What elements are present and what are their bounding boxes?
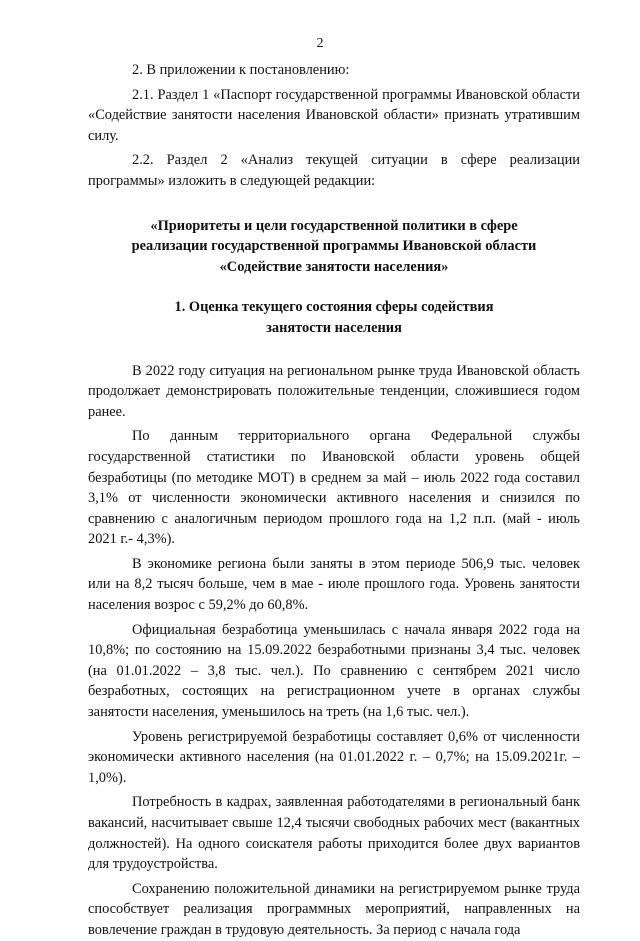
body-paragraph-4: Официальная безработица уменьшилась с начала января 2022 года на 10,8%; по состоянию на 15.09.2022 безработными признаны 3,4 тыс. человек (на 01.01.2022 – 3,8 тыс. чел.). По сравнению с сентябрем 2021 число безработных, состоящих на регистрационном учете в органах службы занятости населения, уменьшилось на треть (на 1,6 тыс. чел.). [88,621,580,721]
body-paragraph-3: В экономике региона были заняты в этом периоде 506,9 тыс. человек или на 8,2 тысяч больше, чем в мае - июле прошлого года. Уровень занятости населения возрос с 59,2% до 60,8%. [88,555,580,614]
body-paragraph-5: Уровень регистрируемой безработицы составляет 0,6% от численности экономически активного населения (на 01.01.2022 г. – 0,7%; на 15.09.2021г. – 1,0%). [88,728,580,786]
main-heading-line-3: «Содействие занятости населения» [219,258,449,275]
document-body [88,60,580,941]
main-heading-line-2: реализации государственной программы Ивановской области [131,238,537,255]
section-heading [88,297,580,338]
page-number: 2 [316,36,324,51]
section-heading-line-2: занятости населения [266,319,402,336]
main-heading [88,216,580,278]
intro-paragraph-3: 2.2. Раздел 2 «Анализ текущей ситуации в сфере реализации программы» изложить в следующей редакции: [88,152,580,189]
section-heading-line-1: 1. Оценка текущего состояния сферы содействия [174,299,494,316]
main-heading-line-1: «Приоритеты и цели государственной политики в сфере [150,217,518,234]
body-paragraph-7: Сохранению положительной динамики на регистрируемом рынке труда способствует реализация программных мероприятий, направленных на вовлечение граждан в трудовую деятельность. За период с начала года [88,880,580,938]
body-paragraph-1: В 2022 году ситуация на региональном рынке труда Ивановской область продолжает демонстрировать положительные тенденции, сложившиеся годом ранее. [88,362,580,420]
body-paragraph-2: По данным территориального органа Федеральной службы государственной статистики по Ивановской области уровень общей безработицы (по методике МОТ) в среднем за май – июль 2022 года составил 3,1% от численности экономически активного населения и снизился по сравнению с аналогичным периодом прошлого года на 1,2 п.п. (май - июль 2021 г.- 4,3%). [88,428,580,548]
body-paragraph-6: Потребность в кадрах, заявленная работодателями в региональный банк вакансий, насчитывает свыше 12,4 тысячи свободных рабочих мест (вакантных должностей). На одного соискателя работы приходится более двух вариантов для трудоустройства. [88,794,580,873]
intro-paragraph-2: 2.1. Раздел 1 «Паспорт государственной программы Ивановской области «Содействие занятости населения Ивановской области» признать утратившим силу. [88,86,580,144]
intro-paragraph-1: 2. В приложении к постановлению: [132,62,350,78]
